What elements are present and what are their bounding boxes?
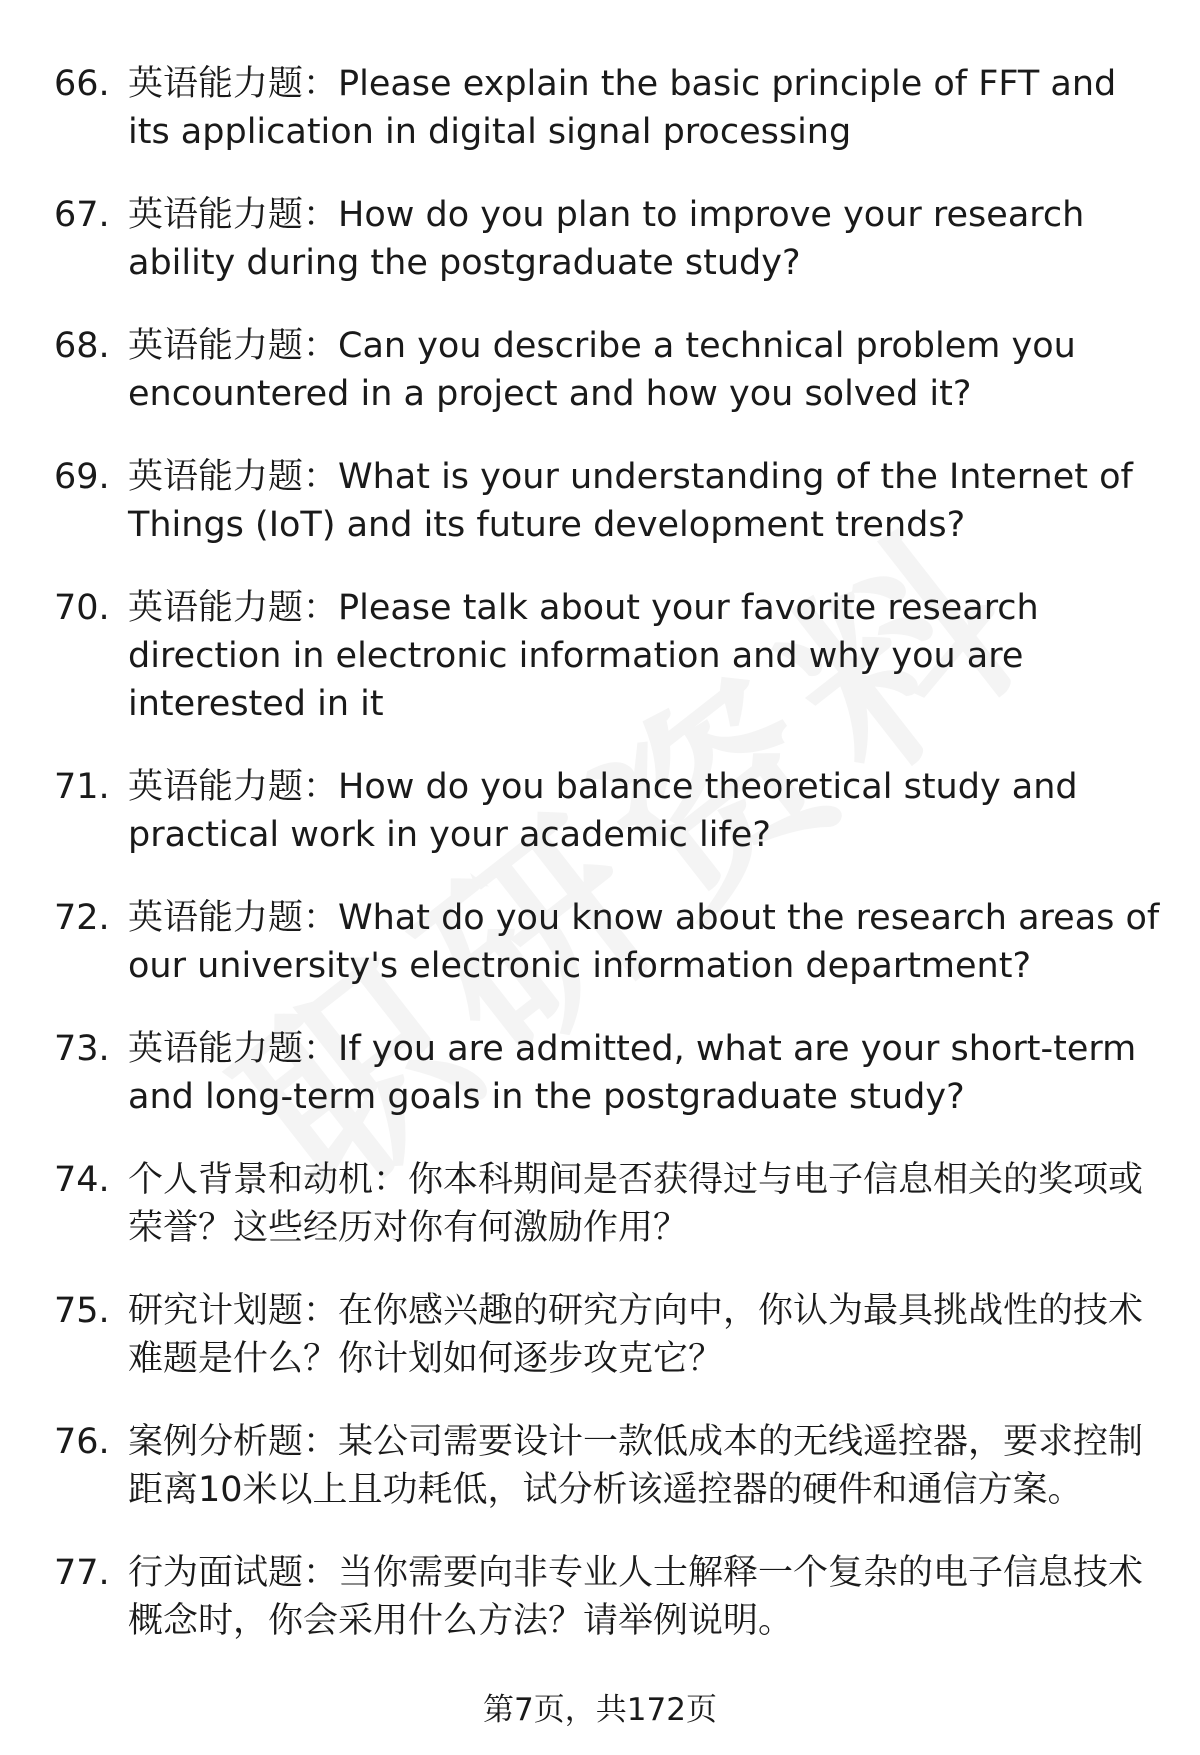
question-number: 76. <box>54 1422 110 1462</box>
question-item <box>0 584 1200 728</box>
question-text: 英语能力题：What do you know about the research areas of our university's electronic information department? <box>128 898 1160 986</box>
question-number: 74. <box>54 1160 110 1200</box>
question-text: 英语能力题：What is your understanding of the Internet of Things (IoT) and its future development trends? <box>128 457 1133 545</box>
question-number: 72. <box>54 898 110 938</box>
question-item <box>0 60 1200 156</box>
question-text: 行为面试题：当你需要向非专业人士解释一个复杂的电子信息技术概念时，你会采用什么方法？请举例说明。 <box>128 1553 1144 1641</box>
question-item <box>0 1287 1200 1383</box>
question-item <box>0 191 1200 287</box>
question-number: 68. <box>54 326 110 366</box>
question-number: 69. <box>54 457 110 497</box>
question-text: 英语能力题：Please explain the basic principle of FFT and its application in digital signal processing <box>128 64 1117 152</box>
question-item <box>0 322 1200 418</box>
question-text: 英语能力题：How do you plan to improve your research ability during the postgraduate study? <box>128 195 1085 283</box>
question-text: 英语能力题：How do you balance theoretical study and practical work in your academic life? <box>128 767 1078 855</box>
question-text: 案例分析题：某公司需要设计一款低成本的无线遥控器，要求控制距离10米以上且功耗低，试分析该遥控器的硬件和通信方案。 <box>128 1422 1144 1510</box>
question-number: 70. <box>54 588 110 628</box>
question-item <box>0 1549 1200 1645</box>
question-text: 英语能力题：Can you describe a technical problem you encountered in a project and how you solved it? <box>128 326 1076 414</box>
question-text: 英语能力题：Please talk about your favorite research direction in electronic information and why you are interested in it <box>128 588 1039 724</box>
page-footer: 第7页，共172页 <box>483 1692 717 1728</box>
question-list <box>0 60 1200 1680</box>
question-item <box>0 894 1200 990</box>
question-text: 研究计划题：在你感兴趣的研究方向中，你认为最具挑战性的技术难题是什么？你计划如何逐步攻克它？ <box>128 1291 1144 1379</box>
question-text: 英语能力题：If you are admitted, what are your short-term and long-term goals in the postgraduate study? <box>128 1029 1137 1117</box>
question-item <box>0 1418 1200 1514</box>
question-item <box>0 453 1200 549</box>
question-item <box>0 1156 1200 1252</box>
question-number: 75. <box>54 1291 110 1331</box>
question-number: 73. <box>54 1029 110 1069</box>
question-item <box>0 1025 1200 1121</box>
question-item <box>0 763 1200 859</box>
question-text: 个人背景和动机：你本科期间是否获得过与电子信息相关的奖项或荣誉？这些经历对你有何激励作用？ <box>128 1160 1144 1248</box>
question-number: 67. <box>54 195 110 235</box>
question-number: 77. <box>54 1553 110 1593</box>
question-number: 71. <box>54 767 110 807</box>
question-number: 66. <box>54 64 110 104</box>
